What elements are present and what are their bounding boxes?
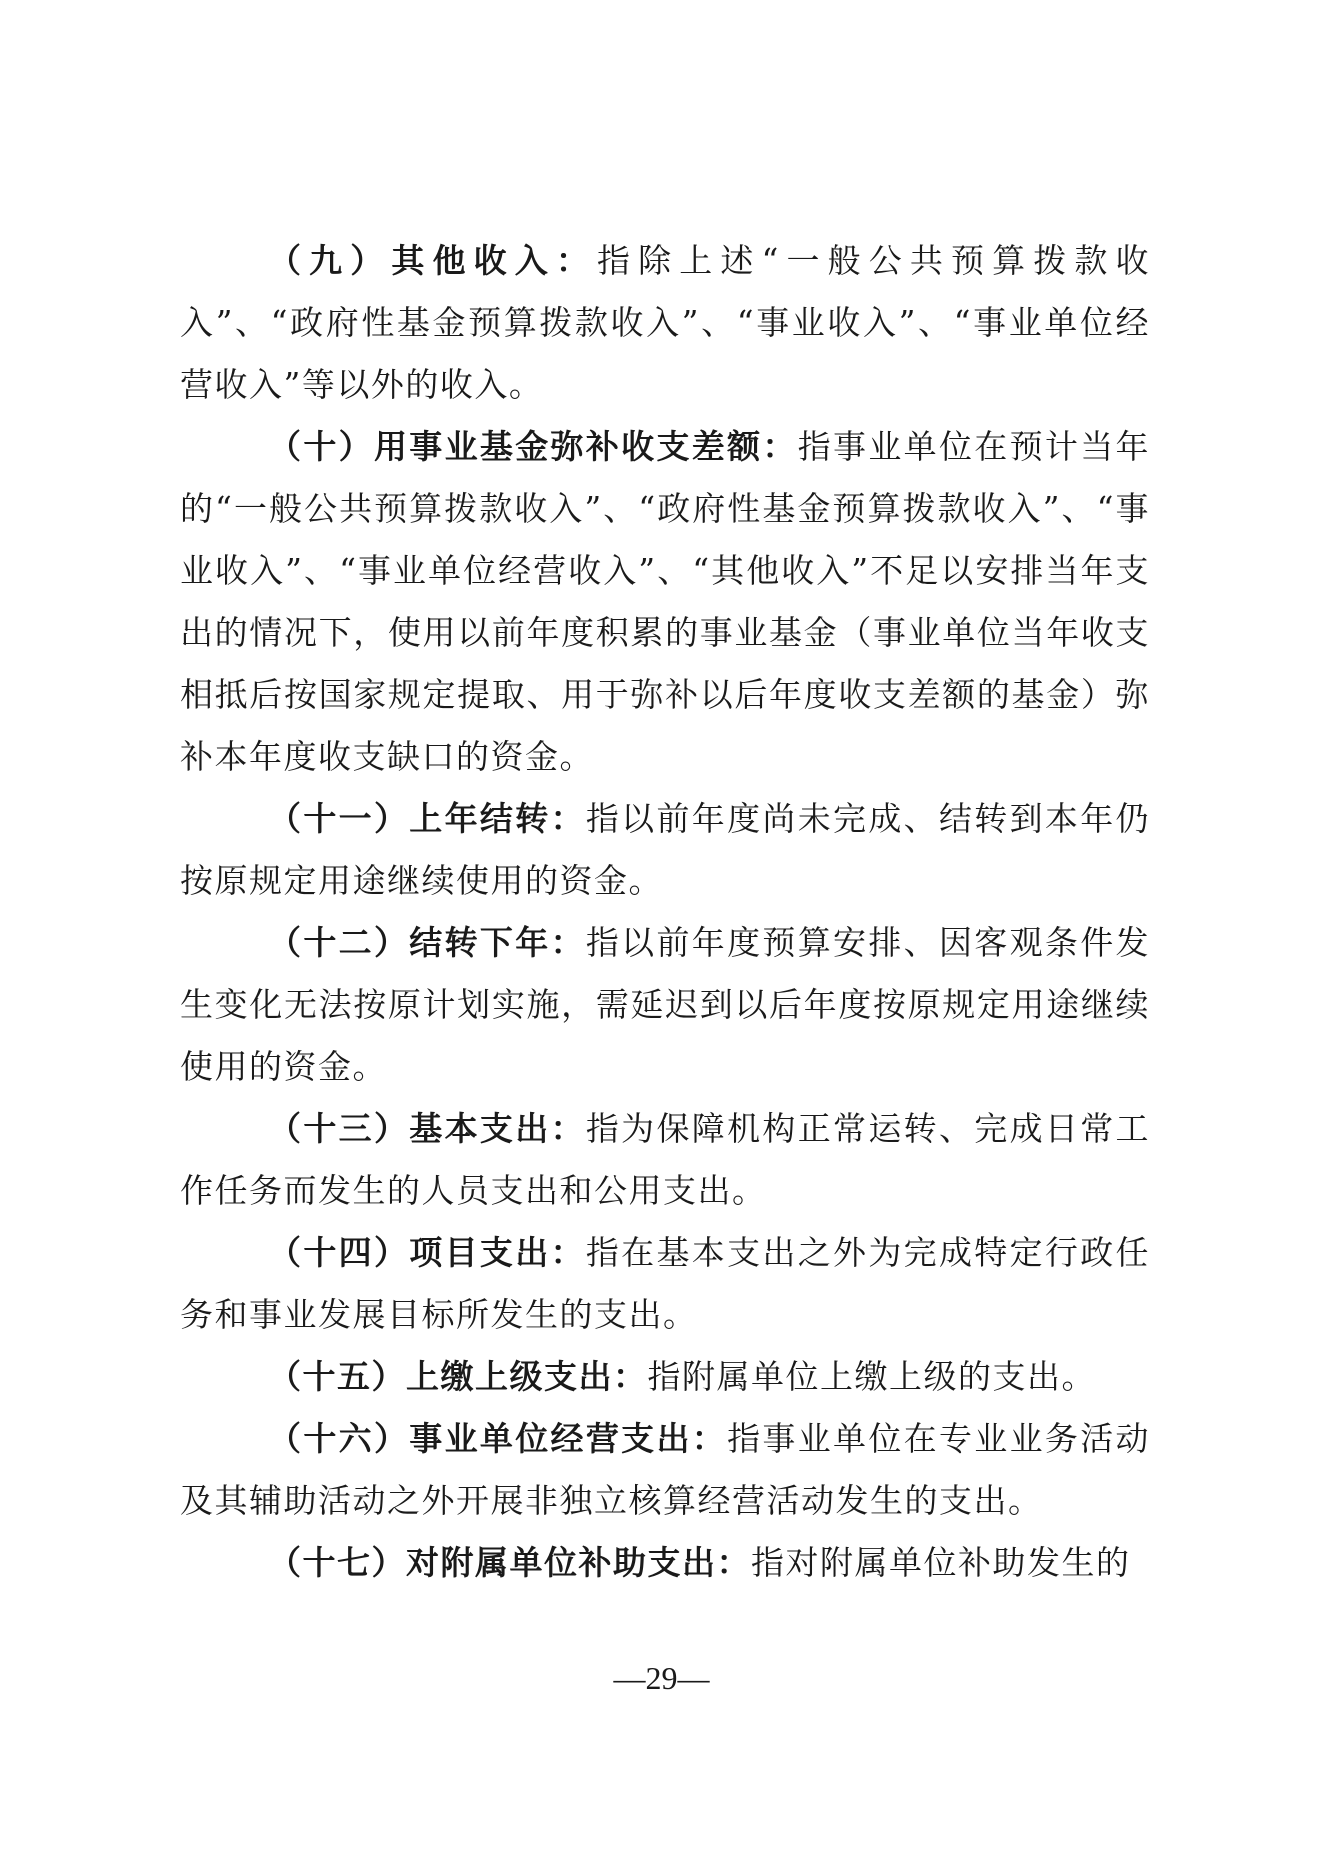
paragraph-project-expenditure [180, 1222, 1150, 1346]
term-definition: 指以前年度预算安排、因客观条件发生变化无法按原计划实施，需延迟到以后年度按原规定用途继续使用的资金。 [180, 923, 1150, 1086]
term-definition: 指附属单位上缴上级的支出。 [647, 1357, 1096, 1396]
paragraph-other-income [180, 230, 1150, 416]
term-definition: 指以前年度尚未完成、结转到本年仍按原规定用途继续使用的资金。 [180, 799, 1150, 900]
paragraph-subsidy-to-affiliates [180, 1532, 1150, 1594]
paragraph-prior-year-carryover [180, 788, 1150, 912]
term-definition: 指为保障机构正常运转、完成日常工作任务而发生的人员支出和公用支出。 [180, 1109, 1150, 1210]
term-heading: （十二）结转下年： [268, 923, 586, 962]
term-heading: （十四）项目支出： [268, 1233, 586, 1272]
paragraph-business-fund-offset [180, 416, 1150, 788]
paragraph-basic-expenditure [180, 1098, 1150, 1222]
term-heading: （十七）对附属单位补助支出： [268, 1543, 751, 1582]
term-definition: 指事业单位在预计当年的“一般公共预算拨款收入”、“政府性基金预算拨款收入”、“事业收入”、“事业单位经营收入”、“其他收入”不足以安排当年支出的情况下，使用以前年度积累的事业基金（事业单位当年收支相抵后按国家规定提取、用于弥补以后年度收支差额的基金）弥补本年度收支缺口的资金。 [180, 427, 1150, 776]
paragraph-carryover-next-year [180, 912, 1150, 1098]
term-definition: 指除上述“一般公共预算拨款收入”、“政府性基金预算拨款收入”、“事业收入”、“事业单位经营收入”等以外的收入。 [180, 241, 1150, 404]
document-body [180, 230, 1150, 1594]
term-heading: （十三）基本支出： [268, 1109, 586, 1148]
term-heading: （十）用事业基金弥补收支差额： [268, 427, 798, 466]
paragraph-remit-to-superior [180, 1346, 1150, 1408]
term-heading: （十一）上年结转： [268, 799, 586, 838]
paragraph-business-operating-expenditure [180, 1408, 1150, 1532]
term-heading: （十五）上缴上级支出： [268, 1357, 648, 1396]
term-heading: （十六）事业单位经营支出： [268, 1419, 728, 1458]
term-definition: 指在基本支出之外为完成特定行政任务和事业发展目标所发生的支出。 [180, 1233, 1150, 1334]
term-definition: 指对附属单位补助发生的 [751, 1543, 1131, 1582]
page-number: —29— [613, 1660, 710, 1696]
term-heading: （九）其他收入： [268, 241, 597, 280]
term-definition: 指事业单位在专业业务活动及其辅助活动之外开展非独立核算经营活动发生的支出。 [180, 1419, 1150, 1520]
